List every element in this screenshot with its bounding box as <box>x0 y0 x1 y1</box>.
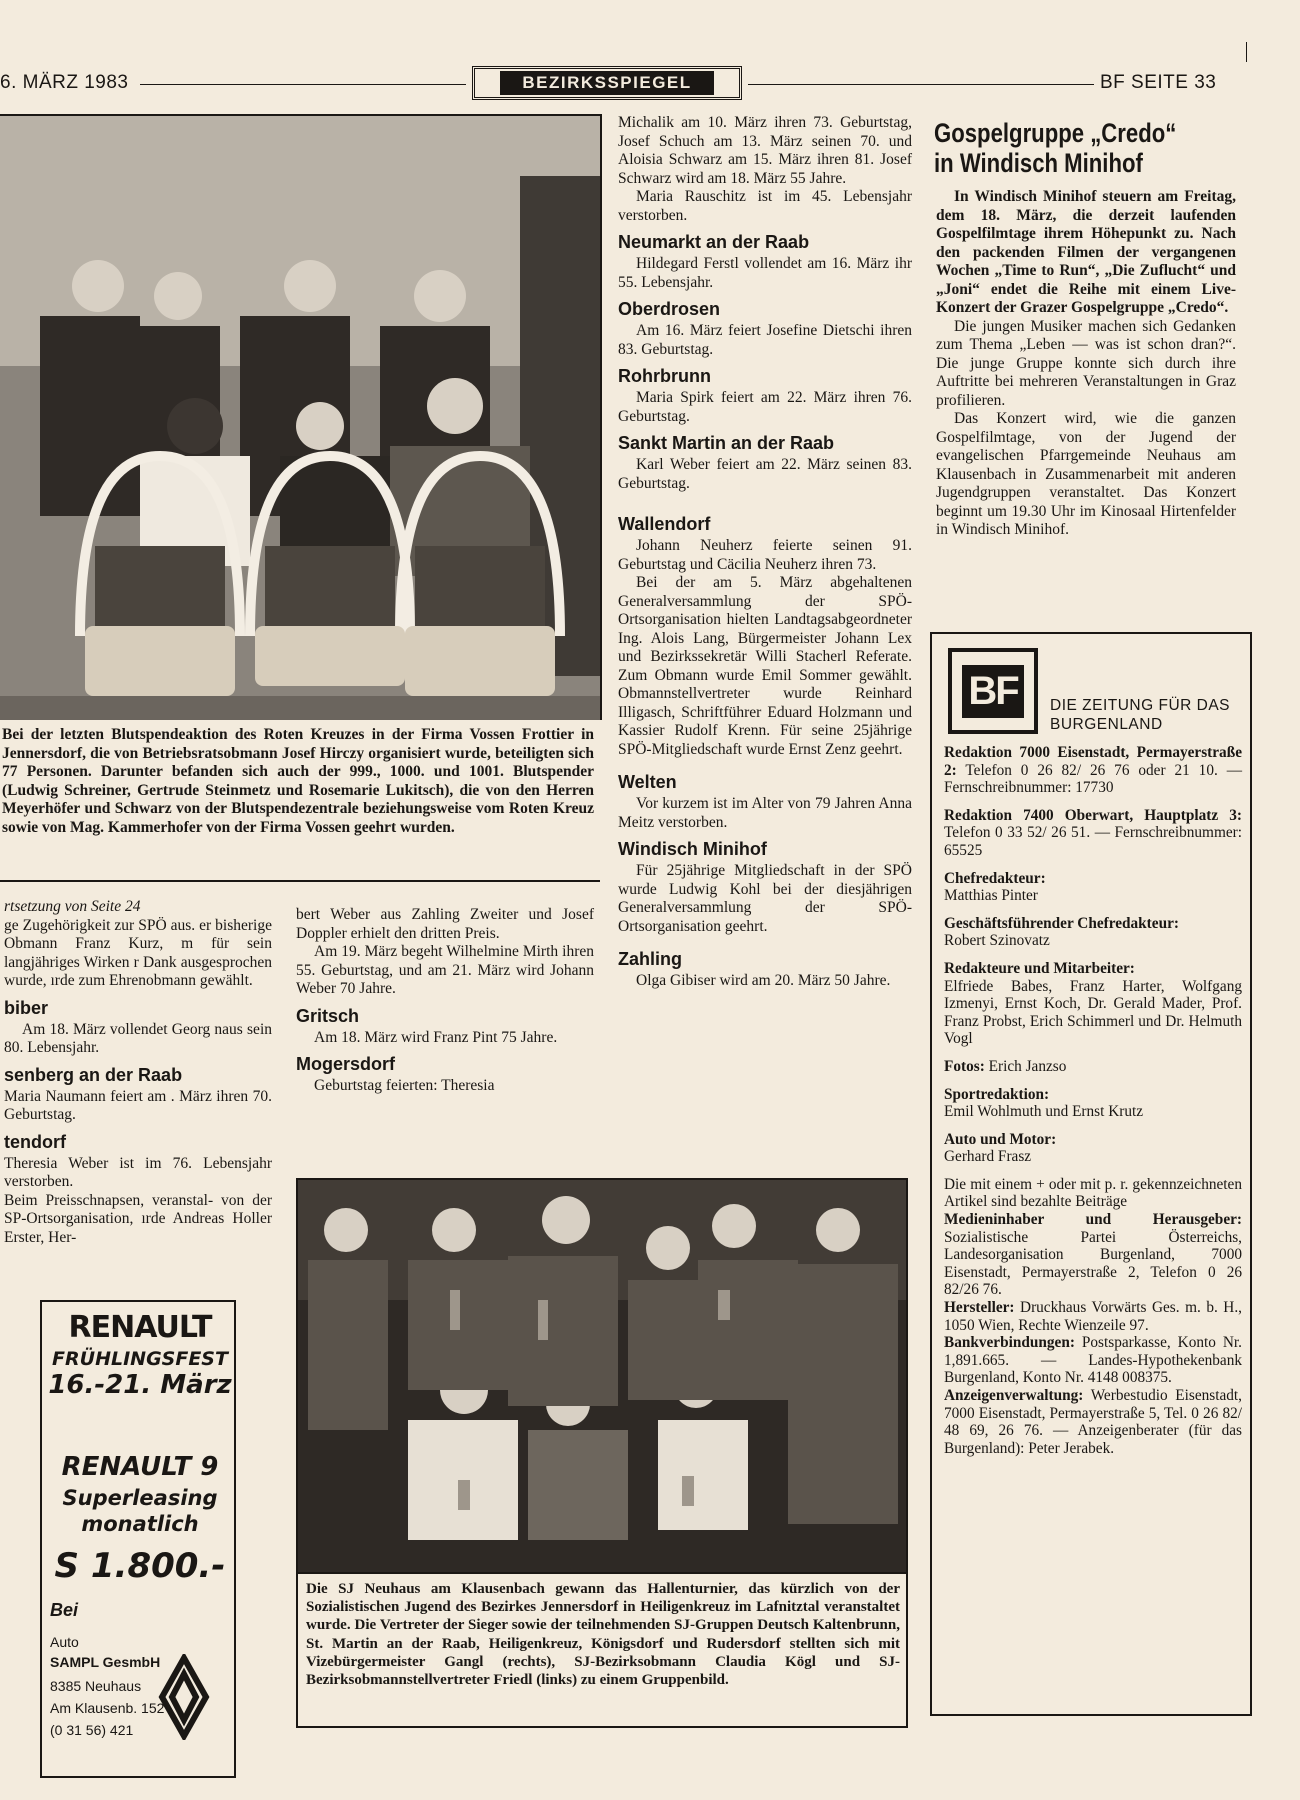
gospel-paragraph-2: Die jungen Musiker machen sich Gedanken zum Thema „Leben — was ist schon dran?“. Die junge Gruppe konnte sich durch ihre Auftritte bei mehreren Veranstaltungen in Graz profilieren. <box>936 317 1236 409</box>
heading-zahling: Zahling <box>618 949 682 969</box>
header-rule-left <box>140 84 466 85</box>
gospel-paragraph-3: Das Konzert wird, wie die ganzen Gospelfilmtage, von der Jugend der evangelischen Pfarrgemeinde Neuhaus am Klausenbach in Zusammenarbeit mit anderen Jugendgruppen veranstaltet. Das Konzert beginnt um 19.30 Uhr im Kinosaal Hirtenfelder in Windisch Minihof. <box>936 410 1236 538</box>
continuation-kicker: rtsetzung von Seite 24 <box>4 898 141 915</box>
heading-gritsch: Gritsch <box>296 1005 360 1026</box>
text-sankt-martin: Karl Weber feiert am 22. März seinen 83. Geburtstag. <box>618 456 912 492</box>
renault-diamond-icon <box>158 1654 210 1740</box>
middle-column <box>618 114 912 991</box>
impressum-tagline: DIE ZEITUNG FÜR DAS BURGENLAND <box>1050 697 1231 733</box>
text-windisch-minihof: Für 25jährige Mitgliedschaft in der SPÖ wurde Ludwig Kohl bei der diesjährigen Generalversammlung der SPÖ-Ortsorganisation geehrt. <box>618 862 912 935</box>
bf-logo <box>948 648 1038 734</box>
heading-welten: Welten <box>618 772 677 792</box>
impressum-item: Redaktion 7400 Oberwart, Hauptplatz 3: Telefon 0 33 52/ 26 51. — Fernschreibnummer: 65525 <box>944 806 1242 859</box>
middle-intro-2: Maria Rauschitz ist im 45. Lebensjahr verstorben. <box>618 188 912 224</box>
heading-oberdrosen: Oberdrosen <box>618 299 721 319</box>
text-rohrbrunn: Maria Spirk feiert am 22. März ihren 76. Geburtstag. <box>618 389 912 425</box>
photo-blood-donors-image <box>0 116 600 720</box>
ad-dates: 16.-21. März <box>48 1370 232 1400</box>
heading-mogersdorf: Mogersdorf <box>296 1054 395 1074</box>
heading-biber: biber <box>4 997 49 1018</box>
impressum-item: Sportredaktion: Emil Wohlmuth und Ernst Krutz <box>944 1085 1144 1121</box>
ad-dealer-type: Auto <box>50 1634 79 1650</box>
photo-blood-donors <box>0 114 602 720</box>
second-intro: bert Weber aus Zahling Zweiter und Josef Doppler erhielt den dritten Preis. <box>296 906 594 942</box>
text-mogersdorf: Geburtstag feierten: Theresia <box>314 1077 495 1094</box>
heading-neumarkt: Neumarkt an der Raab <box>618 232 810 252</box>
text-zahling: Olga Gibiser wird am 20. März 50 Jahre. <box>636 972 891 989</box>
text-oberdrosen: Am 16. März feiert Josefine Dietschi ihren 83. Geburtstag. <box>618 322 912 358</box>
heading-rohrbrunn: Rohrbrunn <box>618 366 711 386</box>
ad-address-1: 8385 Neuhaus <box>50 1678 142 1694</box>
issue-date: 6. MÄRZ 1983 <box>0 72 129 93</box>
ad-offer-2: monatlich <box>81 1512 199 1536</box>
heading-tendorf: tendorf <box>4 1131 66 1152</box>
impressum-item: Auto und Motor: Gerhard Frasz <box>944 1130 1057 1166</box>
heading-wallendorf: Wallendorf <box>618 514 711 534</box>
photo-blood-donors-caption: Bei der letzten Blutspendeaktion des Roten Kreuzes in der Firma Vossen Frottier in Jennersdorf, die von Betriebsratsobmann Josef Hirczy organisiert wurde, beteiligten sich 77 Personen. Darunter befanden sich auch der 999., 1000. und 1001. Blutspender (Ludwig Schreiner, Gertrude Steinmetz und Rosemarie Lukitsch), die von den Herren Meyerhöfer und Schwarz von der Blutspendezentrale beziehungsweise vom Roten Kreuz sowie von Mag. Kammerhofer von der Firma Vossen geehrt wurden. <box>2 726 594 836</box>
text-wallendorf-2: Bei der am 5. März abgehaltenen Generalversammlung der SPÖ-Ortsorganisation hielten Landtagsabgeordneter Ing. Alois Lang, Bürgermeister Johann Lex und Bezirkssekretär Willi Stacherl Referate. Zum Obmann wurde Emil Sommer gewählt. Obmannstellvertreter wurde Reinhard Illigasch, Schriftführer Eduard Holzmann und Kassier Rudolf Krenn. Für seine 25jährige SPÖ-Mitgliedschaft wurde Ernst Zenz geehrt. <box>618 574 912 758</box>
impressum-item: Medieninhaber und Herausgeber: Sozialistische Partei Österreichs, Landesorganisation Burgenland, 7000 Eisenstadt, Permayerstraße 2, Telefon 0 26 82/26 76. <box>944 1211 1242 1299</box>
text-tendorf-1: Theresia Weber ist im 76. Lebensjahr verstorben. <box>4 1154 272 1190</box>
text-senberg: Maria Naumann feiert am . März ihren 70. Geburtstag. <box>4 1087 272 1123</box>
heading-sankt-martin: Sankt Martin an der Raab <box>618 433 835 453</box>
ad-brand: RENAULT <box>68 1310 212 1345</box>
impressum-item: Bankverbindungen: Postsparkasse, Konto Nr. 1,891.665. — Landes-Hypothekenbank Burgenland, Konto Nr. 4148 008375. <box>944 1334 1242 1387</box>
second-column <box>296 906 594 1096</box>
impressum-item: Chefredakteur: Matthias Pinter <box>944 869 1046 905</box>
heading-windisch-minihof: Windisch Minihof <box>618 839 767 859</box>
ad-model: RENAULT 9 <box>61 1452 219 1482</box>
heading-senberg: senberg an der Raab <box>4 1064 183 1085</box>
header-rule-right <box>748 84 1094 85</box>
impressum-item: Redakteure und Mitarbeiter: Elfriede Babes, Franz Harter, Wolfgang Izmenyi, Ernst Koch, Dr. Gerald Mader, Prof. Franz Probst, Erich Schimmerl und Dr. Helmuth Vogl <box>944 959 1242 1048</box>
text-biber: Am 18. März vollendet Georg naus sein 80. Lebensjahr. <box>4 1020 272 1056</box>
middle-intro-1: Michalik am 10. März ihren 73. Geburtstag, Josef Schuch am 13. März seinen 70. und Aloisia Schwarz am 15. März ihren 81. Josef Schwarz wird am 18. März 55 Jahre. <box>618 114 912 187</box>
ad-offer-1: Superleasing <box>62 1486 218 1510</box>
text-welten: Vor kurzem ist im Alter von 79 Jahren Anna Meitz verstorben. <box>618 795 912 831</box>
impressum-item: Geschäftsführender Chefredakteur: Robert Szinovatz <box>944 914 1179 950</box>
text-wallendorf-1: Johann Neuherz feierte seinen 91. Geburtstag und Cäcilia Neuherz ihren 73. <box>618 537 912 573</box>
photo-sj-neuhaus-caption-box <box>296 1572 908 1728</box>
section-title: BEZIRKSSPIEGEL <box>500 71 713 95</box>
caption1-rule <box>0 880 600 882</box>
impressum-item: Anzeigenverwaltung: Werbestudio Eisenstadt, 7000 Eisenstadt, Permayerstraße 5, Tel. 0 26 82/ 48 69, 26 76. — Anzeigenberater (für das Burgenland): Peter Jerabek. <box>944 1387 1242 1457</box>
ad-event: FRÜHLINGSFEST <box>52 1348 228 1370</box>
impressum-item: Hersteller: Druckhaus Vorwärts Ges. m. b. H., 1050 Wien, Rechte Wienzeile 97. <box>944 1299 1242 1334</box>
left-intro: ge Zugehörigkeit zur SPÖ aus. er bisherige Obmann Franz Kurz, m für sein langjähriges Wirken r Dank ausgesprochen wurde, ırde zum Ehrenobmann gewählt. <box>4 916 272 989</box>
photo-sj-neuhaus-image <box>298 1180 906 1572</box>
ad-price: S 1.800.- <box>54 1546 226 1586</box>
photo-sj-neuhaus <box>296 1178 908 1574</box>
second-intro-2: Am 19. März begeht Wilhelmine Mirth ihren 55. Geburtstag, und am 21. März wird Johann Weber 70 Jahre. <box>296 943 594 997</box>
ad-dealer-name: SAMPL GesmbH <box>50 1654 161 1670</box>
impressum-item: Redaktion 7000 Eisenstadt, Permayerstraße 2: Telefon 0 26 82/ 26 76 oder 21 10. — Fernschreibnummer: 17730 <box>944 744 1242 797</box>
bf-logo-text: BF <box>962 665 1023 718</box>
impressum-text <box>944 744 1242 1457</box>
gospel-paragraph-1: In Windisch Minihof steuern am Freitag, dem 18. März, die derzeit laufenden Gospelfilmtage ihrem Höhepunkt zu. Nach den packenden Filmen der vergangenen Wochen „Time to Run“, „Die Zuflucht“ und „Joni“ endet die Reihe mit einem Live-Konzert der Grazer Gospelgruppe „Credo“. <box>936 188 1236 316</box>
impressum-item: Fotos: Erich Janzso <box>944 1057 1067 1075</box>
ad-bei: Bei <box>50 1600 79 1620</box>
page-number: BF SEITE 33 <box>1100 72 1217 93</box>
right-margin-mark <box>1246 42 1247 62</box>
gospel-headline: Gospelgruppe „Credo“ in Windisch Minihof <box>934 118 1177 178</box>
gospel-body <box>936 188 1236 540</box>
text-gritsch: Am 18. März wird Franz Pint 75 Jahre. <box>314 1028 558 1046</box>
ad-phone: (0 31 56) 421 <box>50 1722 134 1738</box>
text-neumarkt: Hildegard Ferstl vollendet am 16. März ihr 55. Lebensjahr. <box>618 255 912 291</box>
left-column <box>4 898 272 1247</box>
section-badge <box>472 66 742 100</box>
impressum-note: Die mit einem + oder mit p. r. gekennzeichneten Artikel sind bezahlte Beiträge <box>944 1175 1242 1211</box>
ad-address-2: Am Klausenb. 152 <box>50 1700 165 1716</box>
text-tendorf-2: Beim Preisschnapsen, veranstal- von der SP-Ortsorganisation, ırde Andreas Holler Erster, Her- <box>4 1191 272 1246</box>
photo-sj-neuhaus-caption: Die SJ Neuhaus am Klausenbach gewann das Hallenturnier, das kürzlich von der Sozialistischen Jugend des Bezirkes Jennersdorf in Heiligenkreuz im Lafnitztal veranstaltet wurde. Die Vertreter der Sieger sowie der teilnehmenden SJ-Gruppen Deutsch Kaltenbrunn, St. Martin an der Raab, Heiligenkreuz, Königsdorf und Rudersdorf stellten sich mit Vizebürgermeister Gangl (rechts), SJ-Bezirksobmann Claudia Kögl und SJ-Bezirksobmannstellvertreter Friedl (links) zu einem Gruppenbild. <box>306 1581 900 1689</box>
